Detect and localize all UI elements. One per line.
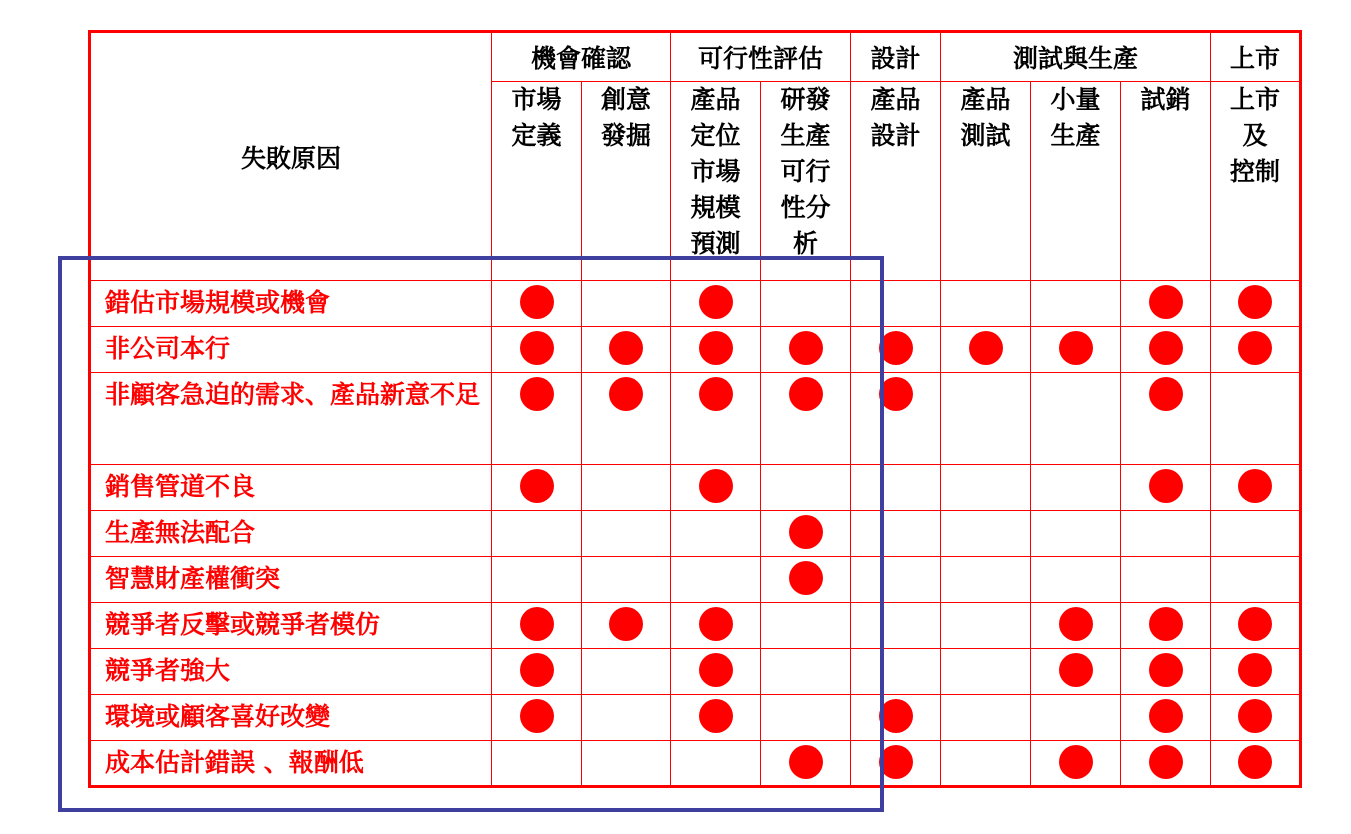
filled-dot-icon — [609, 607, 643, 641]
matrix-cell — [1211, 741, 1301, 787]
filled-dot-icon — [879, 377, 913, 411]
filled-dot-icon — [1149, 377, 1183, 411]
matrix-cell — [492, 511, 582, 557]
matrix-cell — [761, 511, 851, 557]
table-row — [90, 281, 1301, 327]
stage-header: 上市 — [1211, 32, 1301, 82]
filled-dot-icon — [1059, 331, 1093, 365]
matrix-cell — [671, 603, 761, 649]
matrix-cell — [582, 511, 671, 557]
filled-dot-icon — [699, 331, 733, 365]
matrix-cell — [851, 695, 941, 741]
matrix-cell — [492, 557, 582, 603]
filled-dot-icon — [879, 331, 913, 365]
matrix-cell — [1121, 603, 1211, 649]
filled-dot-icon — [1059, 607, 1093, 641]
matrix-cell — [1211, 603, 1301, 649]
matrix-cell — [492, 741, 582, 787]
failure-reason-label: 生產無法配合 — [90, 511, 492, 557]
matrix-cell — [582, 741, 671, 787]
filled-dot-icon — [1238, 607, 1272, 641]
failure-reason-label: 非公司本行 — [90, 327, 492, 373]
failure-reason-label: 智慧財產權衝突 — [90, 557, 492, 603]
matrix-cell — [761, 373, 851, 465]
filled-dot-icon — [520, 699, 554, 733]
substage-header: 研發 生產 可行 性分 析 — [761, 82, 851, 281]
matrix-cell — [1121, 557, 1211, 603]
matrix-cell — [761, 557, 851, 603]
filled-dot-icon — [1238, 653, 1272, 687]
filled-dot-icon — [1149, 331, 1183, 365]
matrix-cell — [1211, 465, 1301, 511]
failure-stage-matrix — [88, 30, 1302, 788]
filled-dot-icon — [1238, 699, 1272, 733]
matrix-cell — [1211, 557, 1301, 603]
matrix-cell — [1211, 695, 1301, 741]
table-row — [90, 557, 1301, 603]
failure-reason-label: 錯估市場規模或機會 — [90, 281, 492, 327]
matrix-cell — [492, 695, 582, 741]
matrix-cell — [582, 465, 671, 511]
matrix-cell — [941, 281, 1031, 327]
matrix-cell — [851, 557, 941, 603]
filled-dot-icon — [969, 331, 1003, 365]
matrix-cell — [671, 649, 761, 695]
filled-dot-icon — [1059, 653, 1093, 687]
matrix-cell — [1121, 465, 1211, 511]
matrix-cell — [1121, 649, 1211, 695]
matrix-cell — [671, 695, 761, 741]
table-row — [90, 373, 1301, 465]
table-row — [90, 511, 1301, 557]
filled-dot-icon — [520, 377, 554, 411]
filled-dot-icon — [1149, 745, 1183, 779]
matrix-cell — [582, 327, 671, 373]
matrix-cell — [671, 511, 761, 557]
matrix-cell — [941, 557, 1031, 603]
matrix-cell — [671, 557, 761, 603]
matrix-cell — [1031, 557, 1121, 603]
table-row — [90, 465, 1301, 511]
failure-reason-label: 競爭者反擊或競爭者模仿 — [90, 603, 492, 649]
filled-dot-icon — [520, 331, 554, 365]
matrix-cell — [671, 465, 761, 511]
matrix-cell — [1031, 373, 1121, 465]
matrix-cell — [582, 557, 671, 603]
matrix-cell — [851, 741, 941, 787]
filled-dot-icon — [520, 285, 554, 319]
matrix-cell — [761, 741, 851, 787]
filled-dot-icon — [1149, 699, 1183, 733]
matrix-cell — [761, 649, 851, 695]
matrix-cell — [1121, 741, 1211, 787]
matrix-cell — [492, 281, 582, 327]
matrix-cell — [1211, 327, 1301, 373]
matrix-cell — [941, 327, 1031, 373]
matrix-cell — [761, 695, 851, 741]
matrix-cell — [582, 603, 671, 649]
matrix-cell — [761, 465, 851, 511]
matrix-cell — [1031, 511, 1121, 557]
table-row — [90, 327, 1301, 373]
filled-dot-icon — [789, 561, 823, 595]
matrix-cell — [492, 373, 582, 465]
matrix-cell — [941, 741, 1031, 787]
filled-dot-icon — [699, 699, 733, 733]
matrix-cell — [941, 465, 1031, 511]
substage-header: 市場 定義 — [492, 82, 582, 281]
table-row — [90, 603, 1301, 649]
matrix-cell — [851, 649, 941, 695]
filled-dot-icon — [1149, 469, 1183, 503]
substage-header: 小量 生產 — [1031, 82, 1121, 281]
matrix-cell — [1211, 511, 1301, 557]
matrix-cell — [761, 327, 851, 373]
failure-reason-label: 競爭者強大 — [90, 649, 492, 695]
substage-header: 創意 發掘 — [582, 82, 671, 281]
substage-header: 產品 測試 — [941, 82, 1031, 281]
matrix-cell — [851, 511, 941, 557]
filled-dot-icon — [789, 331, 823, 365]
table-row — [90, 649, 1301, 695]
filled-dot-icon — [609, 377, 643, 411]
filled-dot-icon — [1149, 653, 1183, 687]
filled-dot-icon — [789, 745, 823, 779]
matrix-cell — [1031, 649, 1121, 695]
stage-header: 測試與生產 — [941, 32, 1211, 82]
matrix-cell — [941, 511, 1031, 557]
matrix-cell — [671, 741, 761, 787]
matrix-cell — [582, 281, 671, 327]
matrix-cell — [1121, 695, 1211, 741]
failure-reason-header: 失敗原因 — [90, 32, 492, 281]
matrix-cell — [582, 649, 671, 695]
filled-dot-icon — [520, 653, 554, 687]
matrix-cell — [671, 327, 761, 373]
filled-dot-icon — [699, 653, 733, 687]
matrix-cell — [1211, 373, 1301, 465]
matrix-cell — [1121, 373, 1211, 465]
filled-dot-icon — [1238, 331, 1272, 365]
filled-dot-icon — [1059, 745, 1093, 779]
matrix-cell — [582, 695, 671, 741]
filled-dot-icon — [789, 515, 823, 549]
substage-header: 產品 設計 — [851, 82, 941, 281]
substage-header: 產品 定位 市場 規模 預測 — [671, 82, 761, 281]
matrix-cell — [941, 603, 1031, 649]
filled-dot-icon — [789, 377, 823, 411]
matrix-cell — [1121, 511, 1211, 557]
matrix-cell — [761, 281, 851, 327]
matrix-cell — [492, 465, 582, 511]
matrix-cell — [851, 281, 941, 327]
filled-dot-icon — [699, 285, 733, 319]
matrix-cell — [492, 327, 582, 373]
matrix-cell — [851, 603, 941, 649]
matrix-cell — [1211, 281, 1301, 327]
filled-dot-icon — [879, 745, 913, 779]
filled-dot-icon — [1149, 285, 1183, 319]
matrix-cell — [851, 327, 941, 373]
failure-reason-label: 環境或顧客喜好改變 — [90, 695, 492, 741]
failure-reason-label: 成本估計錯誤 、報酬低 — [90, 741, 492, 787]
filled-dot-icon — [879, 699, 913, 733]
filled-dot-icon — [699, 607, 733, 641]
stage-header: 機會確認 — [492, 32, 671, 82]
filled-dot-icon — [699, 469, 733, 503]
filled-dot-icon — [520, 607, 554, 641]
matrix-cell — [1031, 327, 1121, 373]
matrix-cell — [941, 649, 1031, 695]
matrix-cell — [1031, 603, 1121, 649]
filled-dot-icon — [609, 331, 643, 365]
filled-dot-icon — [1149, 607, 1183, 641]
stage-header: 可行性評估 — [671, 32, 851, 82]
filled-dot-icon — [1238, 285, 1272, 319]
matrix-cell — [851, 465, 941, 511]
filled-dot-icon — [699, 377, 733, 411]
matrix-cell — [761, 603, 851, 649]
matrix-cell — [1031, 741, 1121, 787]
table-row — [90, 695, 1301, 741]
filled-dot-icon — [1238, 469, 1272, 503]
table-row — [90, 741, 1301, 787]
matrix-cell — [671, 373, 761, 465]
matrix-cell — [1211, 649, 1301, 695]
stage-header: 設計 — [851, 32, 941, 82]
matrix-cell — [1031, 695, 1121, 741]
matrix-cell — [492, 603, 582, 649]
filled-dot-icon — [1238, 745, 1272, 779]
matrix-cell — [851, 373, 941, 465]
failure-reason-label: 非顧客急迫的需求、產品新意不足 — [90, 373, 492, 465]
substage-header: 試銷 — [1121, 82, 1211, 281]
matrix-cell — [941, 373, 1031, 465]
matrix-cell — [671, 281, 761, 327]
matrix-cell — [941, 695, 1031, 741]
matrix-cell — [1031, 281, 1121, 327]
filled-dot-icon — [520, 469, 554, 503]
matrix-cell — [492, 649, 582, 695]
failure-reason-label: 銷售管道不良 — [90, 465, 492, 511]
matrix-cell — [1121, 327, 1211, 373]
matrix-cell — [1121, 281, 1211, 327]
substage-header: 上市 及 控制 — [1211, 82, 1301, 281]
matrix-cell — [582, 373, 671, 465]
matrix-cell — [1031, 465, 1121, 511]
